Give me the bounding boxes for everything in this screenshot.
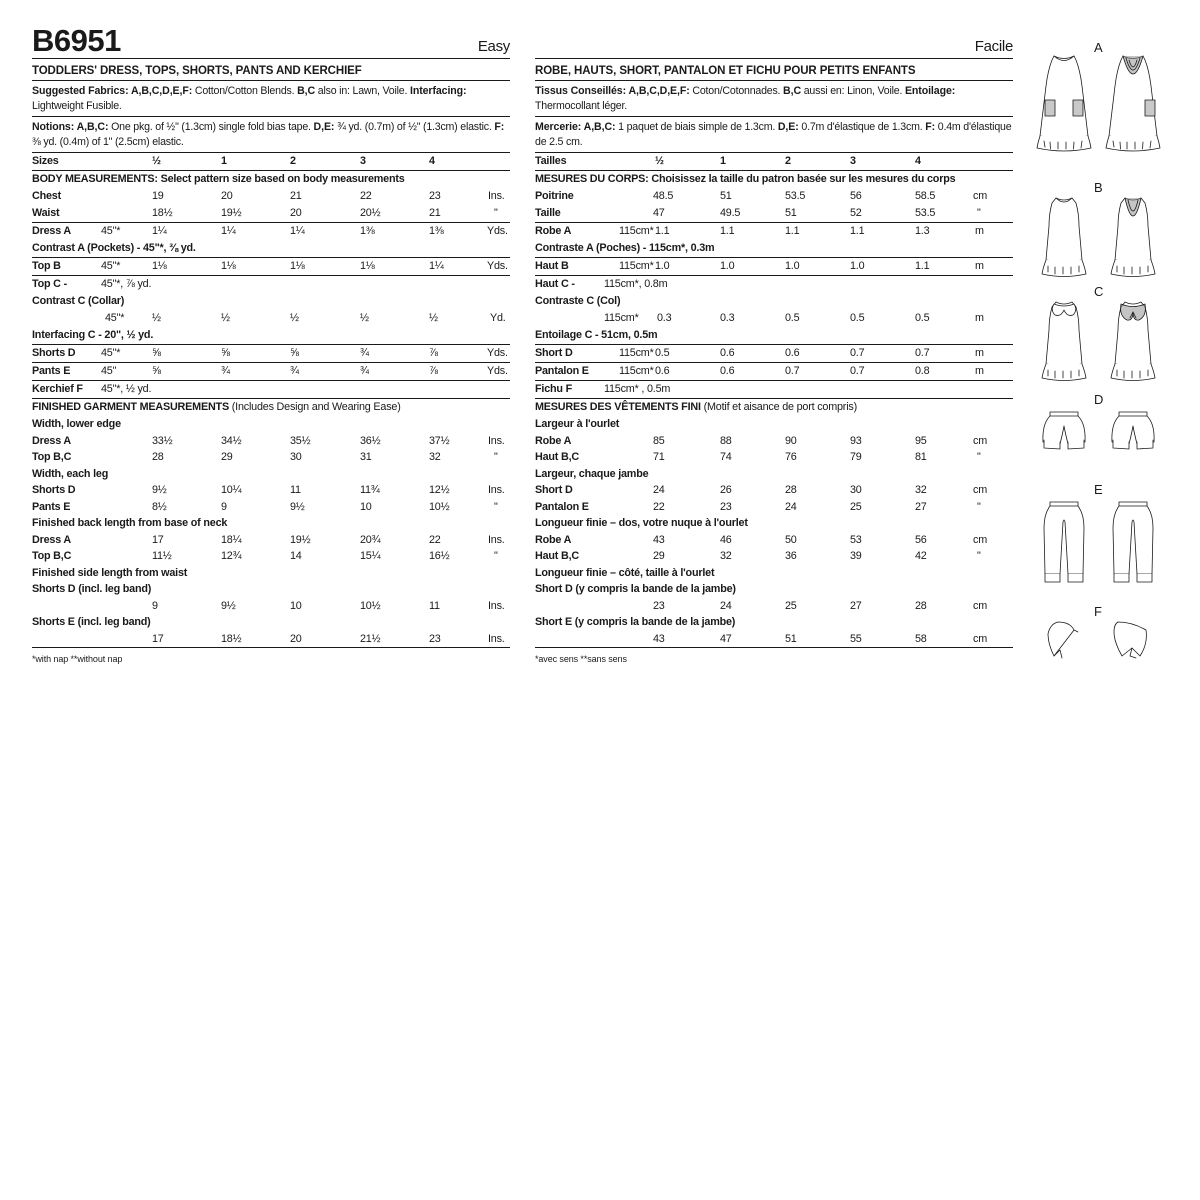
pants-e-back-icon <box>1113 502 1153 582</box>
en-bl-dress-a: Dress A 17 18¼ 19½ 20¾ 22 Ins. <box>32 533 505 546</box>
fr-sizes-row: Tailles ½ 1 2 3 4 <box>535 153 1013 171</box>
en-title: TODDLERS' DRESS, TOPS, SHORTS, PANTS AND KERCHIEF <box>32 59 510 81</box>
en-contrast-c-label: Contrast C (Collar) <box>32 295 125 307</box>
fr-back-length: Longueur finie – dos, votre nuque à l'ourlet <box>535 517 748 529</box>
view-f <box>1048 604 1146 658</box>
en-back-length: Finished back length from base of neck <box>32 517 228 529</box>
en-pants-e-row: Pants E 45" ⅝ ¾ ¾ ¾ ⅞ Yds. <box>32 363 510 381</box>
en-fin-shorts-d: Shorts D 9½ 10¼ 11 11¾ 12½ Ins. <box>32 484 505 496</box>
view-f-label: F <box>1094 604 1102 619</box>
fr-contrast-c-label: Contraste C (Col) <box>535 295 621 307</box>
fr-difficulty: Facile <box>974 38 1013 55</box>
fr-dress-a-row: Robe A 115cm* 1.1 1.1 1.1 1.1 1.3 m <box>535 225 984 237</box>
view-b <box>1042 180 1155 277</box>
en-chest-row: Chest 19 20 21 22 23 Ins. <box>32 190 505 202</box>
en-fin-pants-e: Pants E 8½ 9 9½ 10 10½ " <box>32 500 498 513</box>
pants-e-front-icon <box>1044 502 1084 582</box>
kerchief-f-back-icon <box>1114 622 1146 658</box>
fr-bl-dress-a: Robe A 43 46 50 53 56 cm <box>535 533 987 546</box>
en-contrast-c-row: 45"* ½ ½ ½ ½ ½ Yd. <box>105 312 506 324</box>
fr-header <box>535 28 1013 59</box>
fr-fin-top-bc: Haut B,C 71 74 76 79 81 " <box>535 451 981 463</box>
fr-side-length: Longueur finie – côté, taille à l'ourlet <box>535 566 715 579</box>
en-contrast-a-row: Contrast A (Pockets) - 45"*, ⅜ yd. <box>32 240 510 258</box>
english-panel <box>32 23 510 664</box>
en-sizes-row: Sizes ½ 1 2 3 4 <box>32 153 510 171</box>
view-c-label: C <box>1094 284 1104 299</box>
en-side-length: Finished side length from waist <box>32 566 188 579</box>
fr-width-lower: Largeur à l'ourlet <box>535 418 620 430</box>
en-shorts-d-row: Shorts D 45"* ⅝ ⅝ ⅝ ¾ ⅞ Yds. <box>32 345 510 363</box>
shorts-d-back-icon <box>1112 412 1154 449</box>
en-notions: Notions: A,B,C: One pkg. of ½" (1.3cm) single fold bias tape. D,E: ¾ yd. (0.7m) of ½" (1.3cm) elastic. F: ⅜ yd. (0.4m) of 1" (2.5cm) elastic. <box>32 117 510 153</box>
fr-notions: Mercerie: A,B,C: 1 paquet de biais simple de 1.3cm. D,E: 0.7m d'élastique de 1.3cm. F: 0.4m d'élastique de 2.5 cm. <box>535 117 1013 153</box>
fr-footnote: *avec sens **sans sens <box>535 654 627 664</box>
shorts-d-front-icon <box>1043 412 1085 449</box>
en-waist-row: Waist 18½ 19½ 20 20½ 21 " <box>32 205 510 223</box>
garment-illustrations <box>1030 38 1180 668</box>
fr-sl-shorts-e-label: Short E (y compris la bande de la jambe) <box>535 616 736 628</box>
fr-fin-dress-a: Robe A 85 88 90 93 95 cm <box>535 434 987 447</box>
fr-contrast-c-row: 115cm* 0.3 0.3 0.5 0.5 0.5 m <box>604 312 984 324</box>
top-c-front-icon <box>1042 302 1086 381</box>
en-sl-shorts-e-label: Shorts E (incl. leg band) <box>32 616 151 628</box>
fr-fabrics: Tissus Conseillés: A,B,C,D,E,F: Coton/Cotonnades. B,C aussi en: Linon, Voile. Entoilage: Thermocollant léger. <box>535 81 1013 117</box>
en-width-leg: Width, each leg <box>32 467 109 480</box>
dress-a-back-icon <box>1106 56 1160 151</box>
fr-sl-shorts-e: 43 47 51 55 58 cm <box>535 631 1013 649</box>
en-fin-dress-a: Dress A 33½ 34½ 35½ 36½ 37½ Ins. <box>32 434 505 447</box>
view-b-label: B <box>1094 180 1103 195</box>
fr-shorts-d-row: Short D 115cm* 0.5 0.6 0.6 0.7 0.7 m <box>535 345 1013 363</box>
kerchief-f-front-icon <box>1048 622 1078 658</box>
en-dress-a-row: Dress A 45"* 1¼ 1¼ 1¼ 1⅜ 1⅜ Yds. <box>32 225 508 237</box>
en-sl-shorts-d: 9 9½ 10 10½ 11 Ins. <box>152 599 505 612</box>
fr-top-b-row: Haut B 115cm* 1.0 1.0 1.0 1.0 1.1 m <box>535 258 1013 276</box>
fr-chest-row: Poitrine 48.5 51 53.5 56 58.5 cm <box>535 190 987 202</box>
view-d-label: D <box>1094 392 1104 407</box>
fr-pants-e-row: Pantalon E 115cm* 0.6 0.6 0.7 0.7 0.8 m <box>535 363 1013 381</box>
en-difficulty: Easy <box>477 38 510 55</box>
dress-a-front-icon <box>1037 56 1091 151</box>
en-interfacing-c-row: Interfacing C - 20", ½ yd. <box>32 327 510 345</box>
top-b-front-icon <box>1042 198 1086 277</box>
view-a-label: A <box>1094 40 1103 55</box>
top-c-back-icon <box>1111 302 1155 381</box>
fr-kerchief-f-row: Fichu F 115cm* , 0.5m <box>535 381 1013 399</box>
fr-waist-row: Taille 47 49.5 51 52 53.5 " <box>535 205 1013 223</box>
fr-width-leg: Largeur, chaque jambe <box>535 467 649 480</box>
en-kerchief-f-row: Kerchief F 45"*, ½ yd. <box>32 381 510 399</box>
french-panel <box>535 28 1013 664</box>
fr-sl-shorts-d: 23 24 25 27 28 cm <box>653 599 987 612</box>
view-e <box>1044 482 1153 582</box>
fr-fin-pants-e: Pantalon E 22 23 24 25 27 " <box>535 500 981 513</box>
view-a <box>1037 40 1160 151</box>
en-footnote: *with nap **without nap <box>32 654 123 664</box>
en-sl-shorts-d-label: Shorts D (incl. leg band) <box>32 583 152 595</box>
fr-fin-shorts-d: Short D 24 26 28 30 32 cm <box>535 484 987 496</box>
en-fabrics: Suggested Fabrics: A,B,C,D,E,F: Cotton/Cotton Blends. B,C also in: Lawn, Voile. Interfacing: Lightweight Fusible. <box>32 81 510 117</box>
en-bl-top-bc: Top B,C 11½ 12¾ 14 15¼ 16½ " <box>32 550 498 562</box>
en-sl-shorts-e: 17 18½ 20 21½ 23 Ins. <box>32 631 510 649</box>
fr-contrast-a-row: Contraste A (Poches) - 115cm*, 0.3m <box>535 240 1013 258</box>
view-e-label: E <box>1094 482 1103 497</box>
en-top-b-row: Top B 45"* 1⅛ 1⅛ 1⅛ 1⅛ 1¼ Yds. <box>32 258 510 276</box>
en-top-c-row: Top C - 45"*, ⅞ yd. <box>32 278 152 290</box>
en-body-title: BODY MEASUREMENTS: Select pattern size based on body measurements <box>32 173 405 185</box>
en-finished-title: FINISHED GARMENT MEASUREMENTS (Includes Design and Wearing Ease) <box>32 401 401 413</box>
view-d <box>1043 392 1154 449</box>
fr-body-title: MESURES DU CORPS: Choisissez la taille du patron basée sur les mesures du corps <box>535 173 956 185</box>
fr-finished-title: MESURES DES VÊTEMENTS FINI (Motif et aisance de port compris) <box>535 401 857 413</box>
fr-bl-top-bc: Haut B,C 29 32 36 39 42 " <box>535 550 981 562</box>
fr-title: ROBE, HAUTS, SHORT, PANTALON ET FICHU POUR PETITS ENFANTS <box>535 59 1013 81</box>
fr-top-c-row: Haut C - 115cm*, 0.8m <box>535 278 668 290</box>
fr-interfacing-c-row: Entoilage C - 51cm, 0.5m <box>535 327 1013 345</box>
en-fin-top-bc: Top B,C 28 29 30 31 32 " <box>32 451 498 463</box>
view-c <box>1042 284 1155 381</box>
en-width-lower: Width, lower edge <box>32 418 121 430</box>
pattern-code: B6951 <box>32 23 121 58</box>
fr-sl-shorts-d-label: Short D (y compris la bande de la jambe) <box>535 583 736 595</box>
top-b-back-icon <box>1111 198 1155 277</box>
en-header <box>32 23 510 59</box>
